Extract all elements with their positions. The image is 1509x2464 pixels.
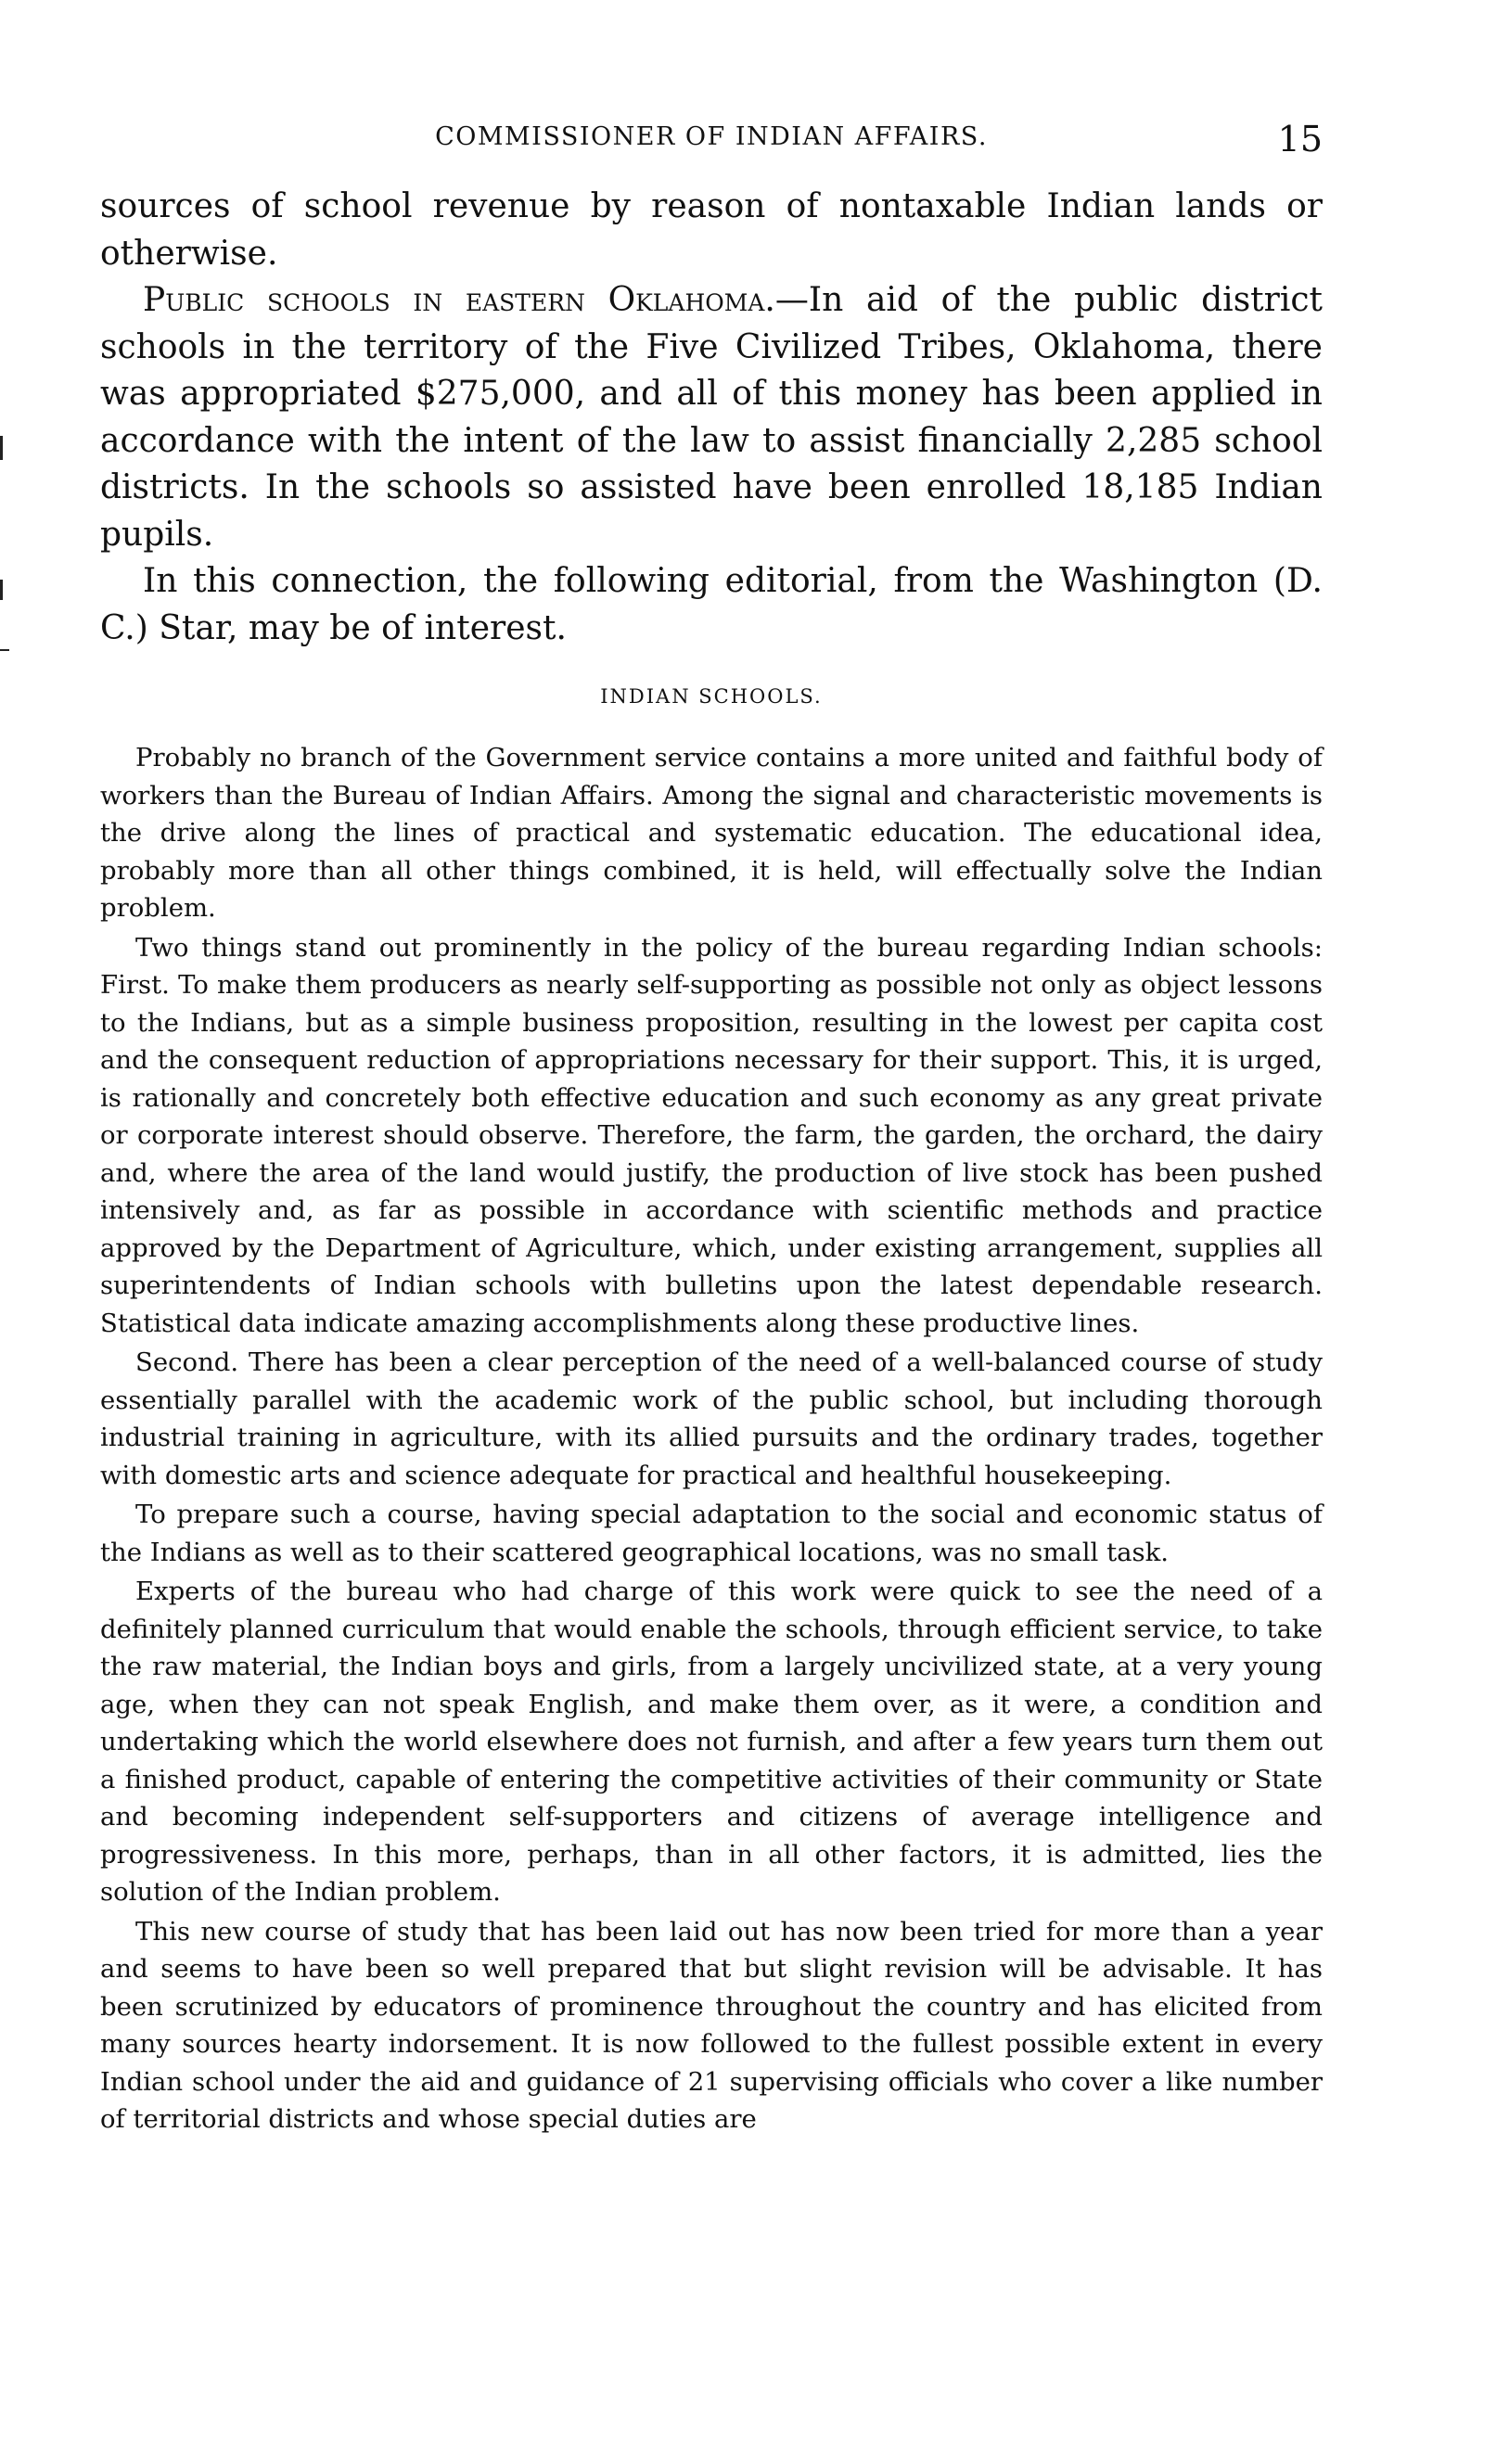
editorial-paragraph: Experts of the bureau who had charge of this work were quick to see the need of a definitely planned curriculum that would enable the schools, through efficient service, to take the raw material, the Indian boys and girls, from a largely uncivilized state, at a very young age, when they can not speak English, and make them over, as it were, a condition and undertaking which the world elsewhere does not furnish, and after a few years turn them out a finished product, capable of entering the competitive activities of their community or State and becoming independent self-supporters and citizens of average intelligence and progressiveness. In this more, perhaps, than in all other factors, it is admitted, lies the solution of the Indian problem. xyxy=(100,1577,1323,1907)
editorial-paragraph: This new course of study that has been laid out has now been tried for more than a year and seems to have been so well prepared that but slight revision will be advisable. It has been scrutinized by educators of prominence throughout the country and has elicited from many sources hearty indorsement. It is now followed to the fullest possible extent in every Indian school under the aid and guidance of 21 supervising officials who cover a like number of territorial districts and whose special duties are xyxy=(100,1916,1323,2134)
scan-margin-mark xyxy=(0,580,3,600)
public-schools-lead: Public schools in eastern Oklahoma. xyxy=(143,281,775,319)
editorial-heading: INDIAN SCHOOLS. xyxy=(600,685,823,708)
editorial-paragraph: Probably no branch of the Government service contains a more united and faithful body of workers than the Bureau of Indian Affairs. Among the signal and characteristic movements is the drive along the lines of practical and systematic education. The educational idea, probably more than all other things combined, it is held, will effectually solve the Indian problem. xyxy=(100,743,1323,923)
page-number: 15 xyxy=(1277,119,1323,160)
continuation-paragraph: sources of school revenue by reason of nontaxable Indian lands or otherwise. xyxy=(100,187,1323,273)
connection-paragraph: In this connection, the following editorial, from the Washington (D. C.) Star, may be of interest. xyxy=(100,562,1323,647)
scan-margin-mark xyxy=(0,436,3,460)
page xyxy=(100,119,1323,2138)
editorial-paragraph: Two things stand out prominently in the policy of the bureau regarding Indian schools: First. To make them producers as nearly self-supporting as possible not only as object lessons to the Indians, but as a simple business proposition, resulting in the lowest per capita cost and the consequent reduction of appropriations necessary for their support. This, it is urged, is rationally and concretely both effective education and such economy as any great private or corporate interest should observe. Therefore, the farm, the garden, the orchard, the dairy and, where the area of the land would justify, the production of live stock has been pushed intensively and, as far as possible in accordance with scientific methods and practice approved by the Department of Agriculture, which, under existing arrangement, supplies all superintendents of Indian schools with bulletins upon the latest dependable research. Statistical data indicate amazing accomplishments along these productive lines. xyxy=(100,932,1323,1338)
public-schools-paragraph xyxy=(100,277,1323,558)
running-title: COMMISSIONER OF INDIAN AFFAIRS. xyxy=(435,122,988,151)
body-text xyxy=(100,184,1323,652)
editorial-body xyxy=(100,739,1323,2138)
scan-margin-mark xyxy=(0,649,9,651)
running-head xyxy=(100,119,1323,163)
editorial-paragraph: Second. There has been a clear perception of the need of a well-balanced course of study essentially parallel with the academic work of the public school, but including thorough industrial training in agriculture, with its allied pursuits and the ordinary trades, together with domestic arts and science adequate for practical and healthful housekeeping. xyxy=(100,1347,1323,1490)
public-schools-text: —In aid of the public district schools in the territory of the Five Civilized Tribes, Oklahoma, there was appropriated $275,000, and all of this money has been applied in accordance with the intent of the law to assist financially 2,285 school districts. In the schools so assisted have been enrolled 18,185 Indian pupils. xyxy=(100,281,1323,554)
editorial-paragraph: To prepare such a course, having special adaptation to the social and economic status of the Indians as well as to their scattered geographical locations, was no small task. xyxy=(100,1500,1323,1567)
